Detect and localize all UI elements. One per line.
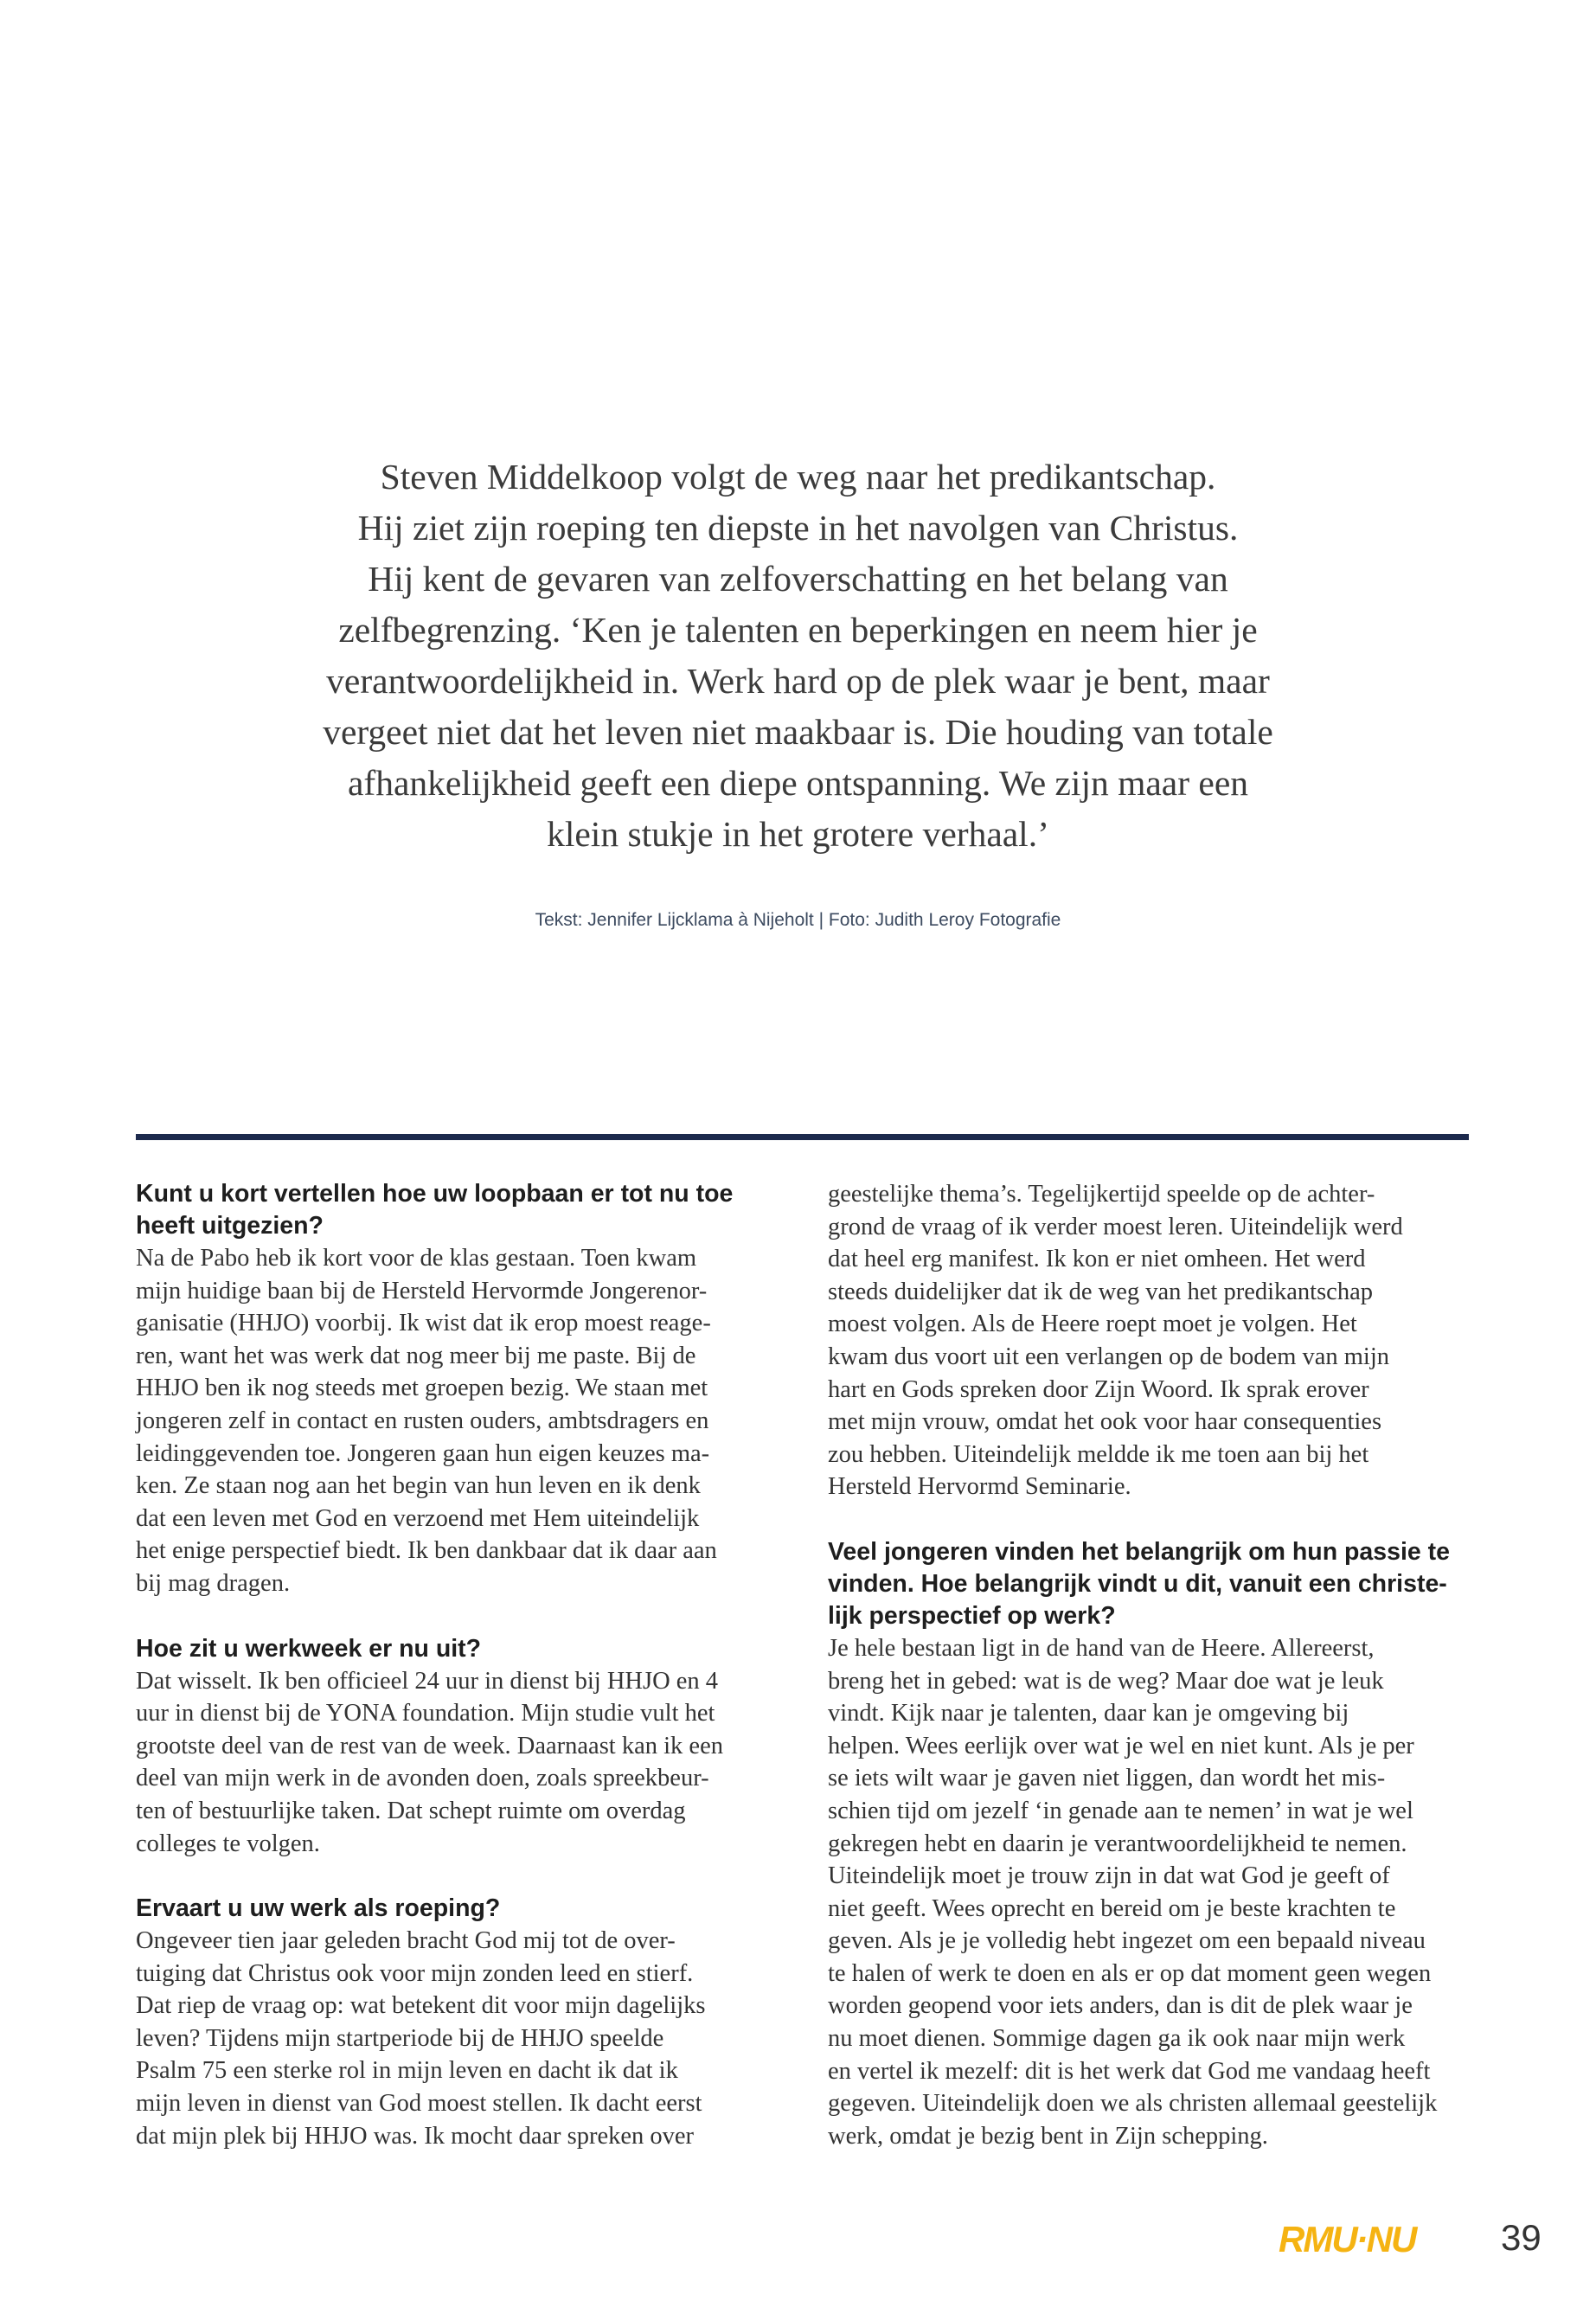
- answer-line: Na de Pabo heb ik kort voor de klas gestaan. Toen kwam: [136, 1245, 697, 1272]
- answer-line: leven? Tijdens mijn startperiode bij de HHJO speelde: [136, 2024, 664, 2052]
- answer-line: mijn huidige baan bij de Hersteld Hervormde Jongerenor-: [136, 1277, 708, 1304]
- answer-line: jongeren zelf in contact en rusten ouders, ambtsdragers en: [136, 1407, 709, 1434]
- answer-line: Ongeveer tien jaar geleden bracht God mij tot de over-: [136, 1927, 676, 1955]
- intro-line: zelfbegrenzing. ‘Ken je talenten en beperkingen en neem hier je: [338, 610, 1258, 650]
- answer-line: ten of bestuurlijke taken. Dat schept ruimte om overdag: [136, 1797, 686, 1824]
- question-heading: [136, 1178, 793, 1242]
- answer-line: colleges te volgen.: [136, 1830, 320, 1857]
- answer-line: nu moet dienen. Sommige dagen ga ik ook naar mijn werk: [828, 2025, 1406, 2053]
- answer-line: Dat wisselt. Ik ben officieel 24 uur in dienst bij HHJO en 4: [136, 1667, 719, 1695]
- answer-line: dat een leven met God en verzoend met Hem uiteindelijk: [136, 1504, 700, 1532]
- answer-line: te halen of werk te doen en als er op dat moment geen wegen: [828, 1959, 1432, 1987]
- answer-line: zou hebben. Uiteindelijk meldde ik me toen aan bij het: [828, 1440, 1369, 1468]
- answer-line: gegeven. Uiteindelijk doen we als christen allemaal geestelijk: [828, 2090, 1438, 2118]
- answer-line: worden geopend voor iets anders, dan is dit de plek waar je: [828, 1992, 1413, 2020]
- answer-line: Psalm 75 een sterke rol in mijn leven en dacht ik dat ik: [136, 2057, 678, 2085]
- intro-line: Hij kent de gevaren van zelfoverschatting en het belang van: [368, 559, 1228, 599]
- answer-text: [828, 1632, 1485, 2153]
- answer-text: [136, 1925, 793, 2152]
- answer-line: grond de vraag of ik verder moest leren. Uiteindelijk werd: [828, 1213, 1403, 1240]
- question-line: Hoe zit u werkweek er nu uit?: [136, 1634, 482, 1663]
- answer-line: HHJO ben ik nog steeds met groepen bezig. We staan met: [136, 1375, 708, 1402]
- answer-line: Dat riep de vraag op: wat betekent dit voor mijn dagelijks: [136, 1992, 706, 2020]
- answer-line: breng het in gebed: wat is de weg? Maar doe wat je leuk: [828, 1667, 1384, 1695]
- answer-line: deel van mijn werk in de avonden doen, zoals spreekbeur-: [136, 1765, 709, 1792]
- question-line: Kunt u kort vertellen hoe uw loopbaan er tot nu toe: [136, 1180, 734, 1208]
- answer-text: [136, 1242, 793, 1600]
- answer-line: mijn leven in dienst van God moest stellen. Ik dacht eerst: [136, 2090, 702, 2118]
- answer-line: geven. Als je je volledig hebt ingezet om een bepaald niveau: [828, 1927, 1426, 1955]
- answer-line: kwam dus voort uit een verlangen op de bodem van mijn: [828, 1343, 1390, 1370]
- answer-line: Je hele bestaan ligt in de hand van de Heere. Allereerst,: [828, 1634, 1375, 1662]
- answer-text: [136, 1665, 793, 1861]
- answer-line: dat mijn plek bij HHJO was. Ik mocht daar spreken over: [136, 2122, 695, 2150]
- answer-line: tuiging dat Christus ook voor mijn zonden leed en stierf.: [136, 1959, 694, 1987]
- answer-line: het enige perspectief biedt. Ik ben dankbaar dat ik daar aan: [136, 1537, 717, 1565]
- left-column: [136, 1178, 793, 2152]
- answer-line: ken. Ze staan nog aan het begin van hun leven en ik denk: [136, 1472, 701, 1500]
- answer-line: uur in dienst bij de YONA foundation. Mijn studie vult het: [136, 1700, 715, 1727]
- question-line: Veel jongeren vinden het belangrijk om hun passie te: [828, 1537, 1451, 1566]
- right-column: [828, 1178, 1485, 2152]
- answer-line: steeds duidelijker dat ik de weg van het predikantschap: [828, 1278, 1373, 1305]
- answer-line: Hersteld Hervormd Seminarie.: [828, 1473, 1131, 1501]
- intro-line: vergeet niet dat het leven niet maakbaar is. Die houding van totale: [323, 712, 1273, 752]
- question-line: heeft uitgezien?: [136, 1212, 324, 1240]
- answer-line: grootste deel van de rest van de week. Daarnaast kan ik een: [136, 1732, 723, 1759]
- intro-line: Steven Middelkoop volgt de weg naar het predikantschap.: [380, 457, 1216, 497]
- answer-line: geestelijke thema’s. Tegelijkertijd speelde op de achter-: [828, 1181, 1375, 1208]
- question-heading: [136, 1633, 793, 1665]
- answer-line: ren, want het was werk dat nog meer bij me paste. Bij de: [136, 1342, 696, 1369]
- answer-line: gekregen hebt en daarin je verantwoordelijkheid te nemen.: [828, 1830, 1407, 1857]
- credits: Tekst: Jennifer Lijcklama à Nijeholt | Foto: Judith Leroy Fotografie: [535, 910, 1061, 930]
- question-heading: [136, 1893, 793, 1925]
- answer-line: vindt. Kijk naar je talenten, daar kan je omgeving bij: [828, 1700, 1349, 1727]
- answer-line: leidinggevenden toe. Jongeren gaan hun eigen keuzes ma-: [136, 1439, 710, 1467]
- intro-paragraph: [260, 452, 1336, 860]
- question-line: vinden. Hoe belangrijk vindt u dit, vanuit een christe-: [828, 1569, 1447, 1598]
- section-divider: [136, 1134, 1469, 1140]
- answer-line: werk, omdat je bezig bent in Zijn schepping.: [828, 2122, 1268, 2150]
- intro-line: klein stukje in het grotere verhaal.’: [547, 814, 1049, 854]
- answer-line: moest volgen. Als de Heere roept moet je volgen. Het: [828, 1311, 1357, 1338]
- question-line: lijk perspectief op werk?: [828, 1601, 1116, 1630]
- answer-line: schien tijd om jezelf ‘in genade aan te nemen’ in wat je wel: [828, 1797, 1413, 1824]
- rmu-nu-logo: RMU·NU: [1279, 2219, 1416, 2259]
- answer-line: helpen. Wees eerlijk over wat je wel en niet kunt. Als je per: [828, 1732, 1414, 1759]
- question-heading: [828, 1536, 1485, 1632]
- intro-line: Hij ziet zijn roeping ten diepste in het navolgen van Christus.: [357, 508, 1239, 548]
- answer-line: met mijn vrouw, omdat het ook voor haar consequenties: [828, 1408, 1382, 1436]
- answer-line: Uiteindelijk moet je trouw zijn in dat wat God je geeft of: [828, 1862, 1390, 1890]
- question-line: Ervaart u uw werk als roeping?: [136, 1894, 501, 1923]
- intro-line: afhankelijkheid geeft een diepe ontspanning. We zijn maar een: [347, 763, 1249, 803]
- intro-line: verantwoordelijkheid in. Werk hard op de plek waar je bent, maar: [326, 661, 1270, 701]
- answer-line: niet geeft. Wees oprecht en bereid om je beste krachten te: [828, 1894, 1396, 1922]
- answer-text: [828, 1178, 1485, 1503]
- answer-line: bij mag dragen.: [136, 1569, 291, 1597]
- answer-line: se iets wilt waar je gaven niet liggen, dan wordt het mis-: [828, 1765, 1386, 1792]
- answer-line: dat heel erg manifest. Ik kon er niet omheen. Het werd: [828, 1246, 1366, 1273]
- answer-line: en vertel ik mezelf: dit is het werk dat God me vandaag heeft: [828, 2057, 1431, 2085]
- answer-line: hart en Gods spreken door Zijn Woord. Ik sprak erover: [828, 1375, 1369, 1403]
- page-number: 39: [1501, 2217, 1542, 2258]
- answer-line: ganisatie (HHJO) voorbij. Ik wist dat ik erop moest reage-: [136, 1310, 711, 1337]
